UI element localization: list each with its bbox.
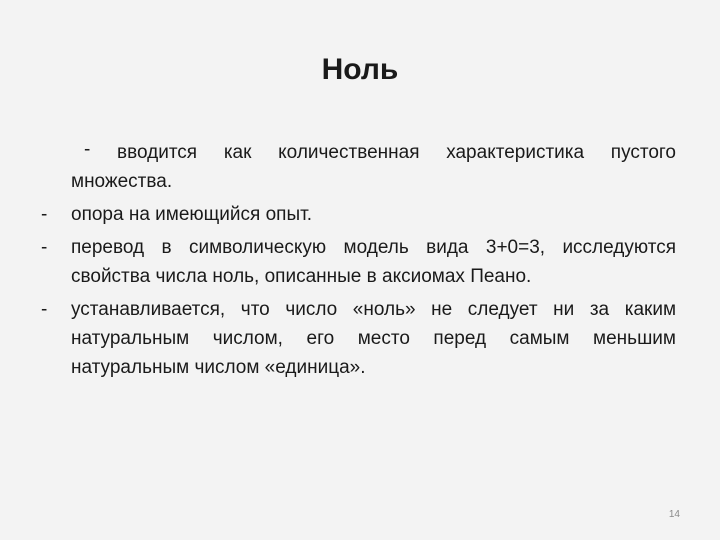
bullet-item-4 (40, 295, 676, 382)
bullet-list (40, 138, 676, 386)
bullet-item-2 (40, 200, 676, 229)
bullet-marker: - (84, 139, 91, 160)
bullet-text: опора на имеющийся опыт. (71, 204, 312, 225)
bullet-text: вводится как количественная характеристика пустого множества. (71, 142, 676, 192)
bullet-marker: - (41, 237, 48, 258)
bullet-item-3 (40, 233, 676, 291)
page-number: 14 (668, 509, 680, 520)
slide-title: Ноль (321, 53, 399, 86)
bullet-text: перевод в символическую модель вида 3+0=3, исследуются свойства числа ноль, описанные в аксиомах Пеано. (71, 237, 676, 287)
bullet-text: устанавливается, что число «ноль» не следует ни за каким натуральным числом, его место перед самым меньшим натуральным числом «единица». (71, 299, 676, 378)
bullet-item-1 (40, 138, 676, 196)
bullet-marker: - (41, 299, 48, 320)
bullet-marker: - (41, 204, 48, 225)
